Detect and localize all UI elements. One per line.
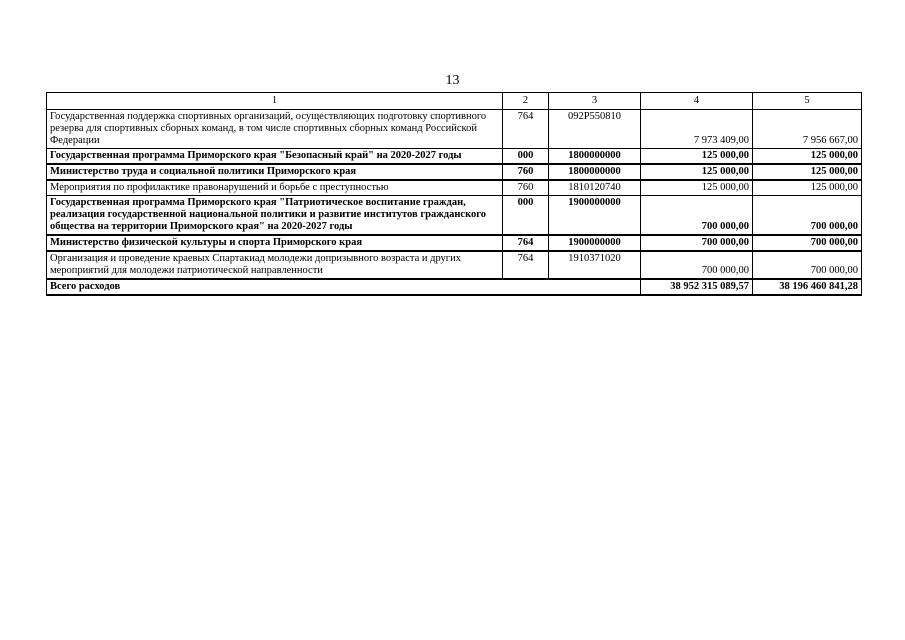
row-name: Министерство труда и социальной политики Приморского края xyxy=(47,164,503,180)
column-header: 3 xyxy=(549,93,641,110)
row-value-2: 125 000,00 xyxy=(753,180,862,196)
row-code: 764 xyxy=(503,251,549,279)
row-value-1: 125 000,00 xyxy=(641,164,753,180)
row-value-2: 125 000,00 xyxy=(753,164,862,180)
table-row xyxy=(47,235,862,251)
row-name: Государственная поддержка спортивных организаций, осуществляющих подготовку спортивного резерва для спортивных сборных команд, в том числе спортивных сборных команд Российской Федерации xyxy=(47,110,503,149)
row-value-2: 700 000,00 xyxy=(753,235,862,251)
row-target: 1800000000 xyxy=(549,164,641,180)
row-name: Организация и проведение краевых Спартакиад молодежи допризывного возраста и других мероприятий для молодежи патриотической направленности xyxy=(47,251,503,279)
column-header: 4 xyxy=(641,93,753,110)
row-name: Министерство физической культуры и спорта Приморского края xyxy=(47,235,503,251)
table-row xyxy=(47,180,862,196)
row-value-2: 7 956 667,00 xyxy=(753,110,862,149)
row-code: 000 xyxy=(503,149,549,165)
total-value-2: 38 196 460 841,28 xyxy=(753,279,862,295)
row-value-2: 700 000,00 xyxy=(753,196,862,236)
row-value-1: 700 000,00 xyxy=(641,251,753,279)
row-target: 092P550810 xyxy=(549,110,641,149)
row-code: 764 xyxy=(503,110,549,149)
budget-table xyxy=(46,92,862,296)
row-target: 1900000000 xyxy=(549,235,641,251)
total-value-1: 38 952 315 089,57 xyxy=(641,279,753,295)
row-value-1: 7 973 409,00 xyxy=(641,110,753,149)
row-value-2: 700 000,00 xyxy=(753,251,862,279)
row-name: Государственная программа Приморского края "Безопасный край" на 2020-2027 годы xyxy=(47,149,503,165)
table-row xyxy=(47,251,862,279)
row-target: 1810120740 xyxy=(549,180,641,196)
row-value-1: 700 000,00 xyxy=(641,235,753,251)
row-value-2: 125 000,00 xyxy=(753,149,862,165)
total-label: Всего расходов xyxy=(47,279,641,295)
row-name: Государственная программа Приморского края "Патриотическое воспитание граждан, реализация государственной национальной политики и развитие институтов гражданского общества на территории Приморского края" на 2020-2027 годы xyxy=(47,196,503,236)
table-row xyxy=(47,110,862,149)
row-value-1: 700 000,00 xyxy=(641,196,753,236)
row-value-1: 125 000,00 xyxy=(641,180,753,196)
table-row xyxy=(47,164,862,180)
row-code: 000 xyxy=(503,196,549,236)
row-code: 760 xyxy=(503,164,549,180)
table-row xyxy=(47,196,862,236)
row-code: 764 xyxy=(503,235,549,251)
column-header: 2 xyxy=(503,93,549,110)
row-target: 1800000000 xyxy=(549,149,641,165)
table-row xyxy=(47,149,862,165)
column-header: 1 xyxy=(47,93,503,110)
row-name: Мероприятия по профилактике правонарушений и борьбе с преступностью xyxy=(47,180,503,196)
page-number: 13 xyxy=(445,73,460,88)
row-target: 1910371020 xyxy=(549,251,641,279)
column-header: 5 xyxy=(753,93,862,110)
row-code: 760 xyxy=(503,180,549,196)
row-value-1: 125 000,00 xyxy=(641,149,753,165)
total-row xyxy=(47,279,862,295)
row-target: 1900000000 xyxy=(549,196,641,236)
table-header-row xyxy=(47,93,862,110)
